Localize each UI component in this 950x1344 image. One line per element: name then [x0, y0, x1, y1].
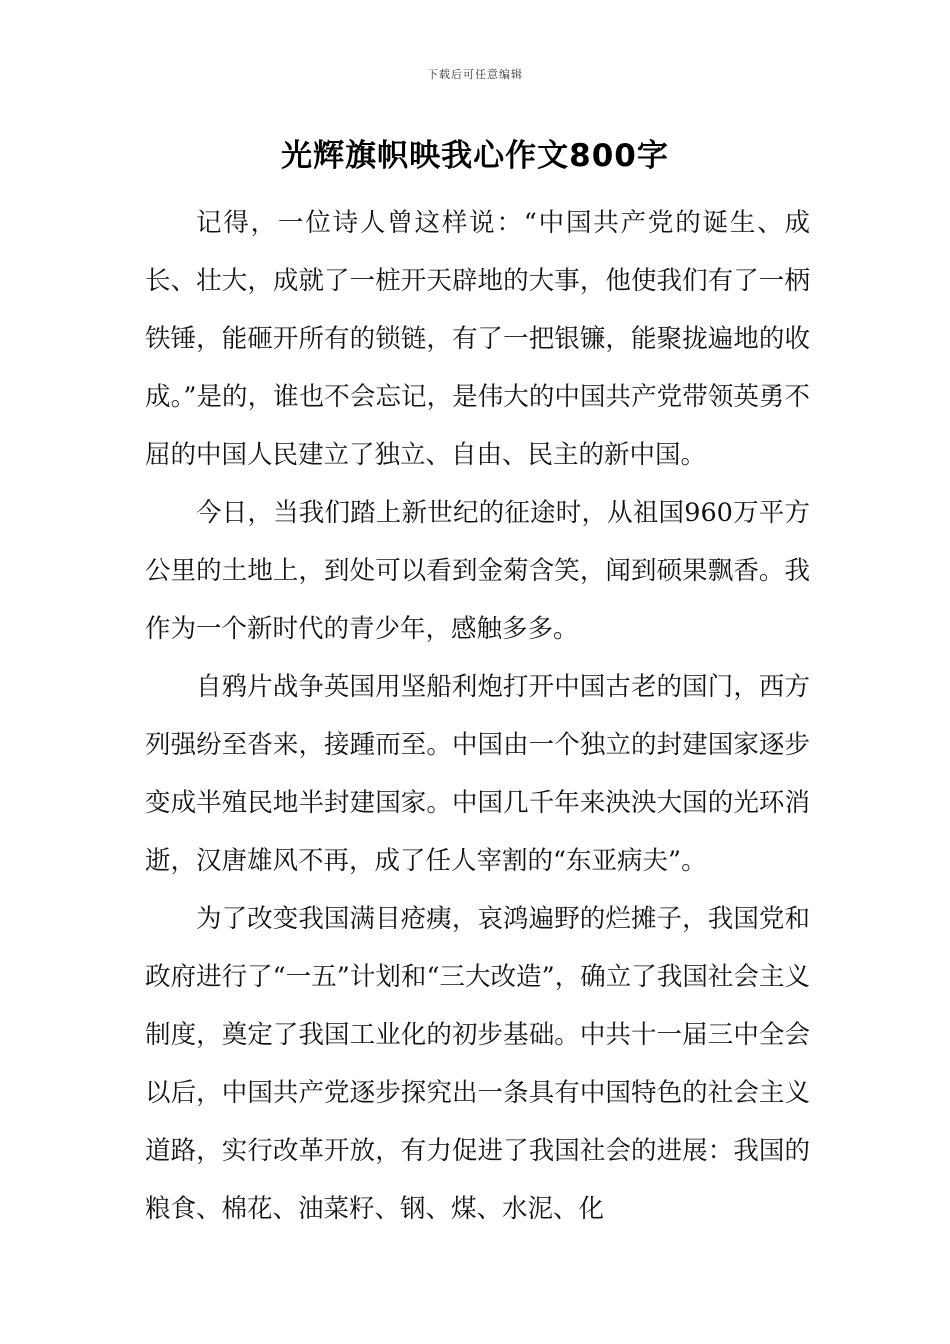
header-note: 下载后可任意编辑 — [427, 68, 523, 81]
document-title: 光辉旗帜映我心作文800字 — [281, 138, 669, 174]
paragraph: 记得，一位诗人曾这样说：“中国共产党的诞生、成长、壮大，成就了一桩开天辟地的大事，他使我们有了一柄铁锤，能砸开所有的锁链，有了一把银镰，能聚拢遍地的收成。”是的，谁也不会忘记，是伟大的中国共产党带领英勇不屈的中国人民建立了独立、自由、民主的新中国。 — [145, 208, 810, 470]
paragraph: 今日，当我们踏上新世纪的征途时，从祖国960万平方公里的土地上，到处可以看到金菊含笑，闻到硕果飘香。我作为一个新时代的青少年，感触多多。 — [145, 498, 810, 644]
document-body — [145, 194, 810, 1238]
paragraph: 为了改变我国满目疮痍，哀鸿遍野的烂摊子，我国党和政府进行了“一五”计划和“三大改造”，确立了我国社会主义制度，奠定了我国工业化的初步基础。中共十一届三中全会以后，中国共产党逐步探究出一条具有中国特色的社会主义道路，实行改革开放，有力促进了我国社会的进展：我国的粮食、棉花、油菜籽、钢、煤、水泥、化 — [145, 904, 810, 1224]
paragraph: 自鸦片战争英国用坚船利炮打开中国古老的国门，西方列强纷至沓来，接踵而至。中国由一个独立的封建国家逐步变成半殖民地半封建国家。中国几千年来泱泱大国的光环消逝，汉唐雄风不再，成了任人宰割的“东亚病夫”。 — [145, 672, 810, 876]
